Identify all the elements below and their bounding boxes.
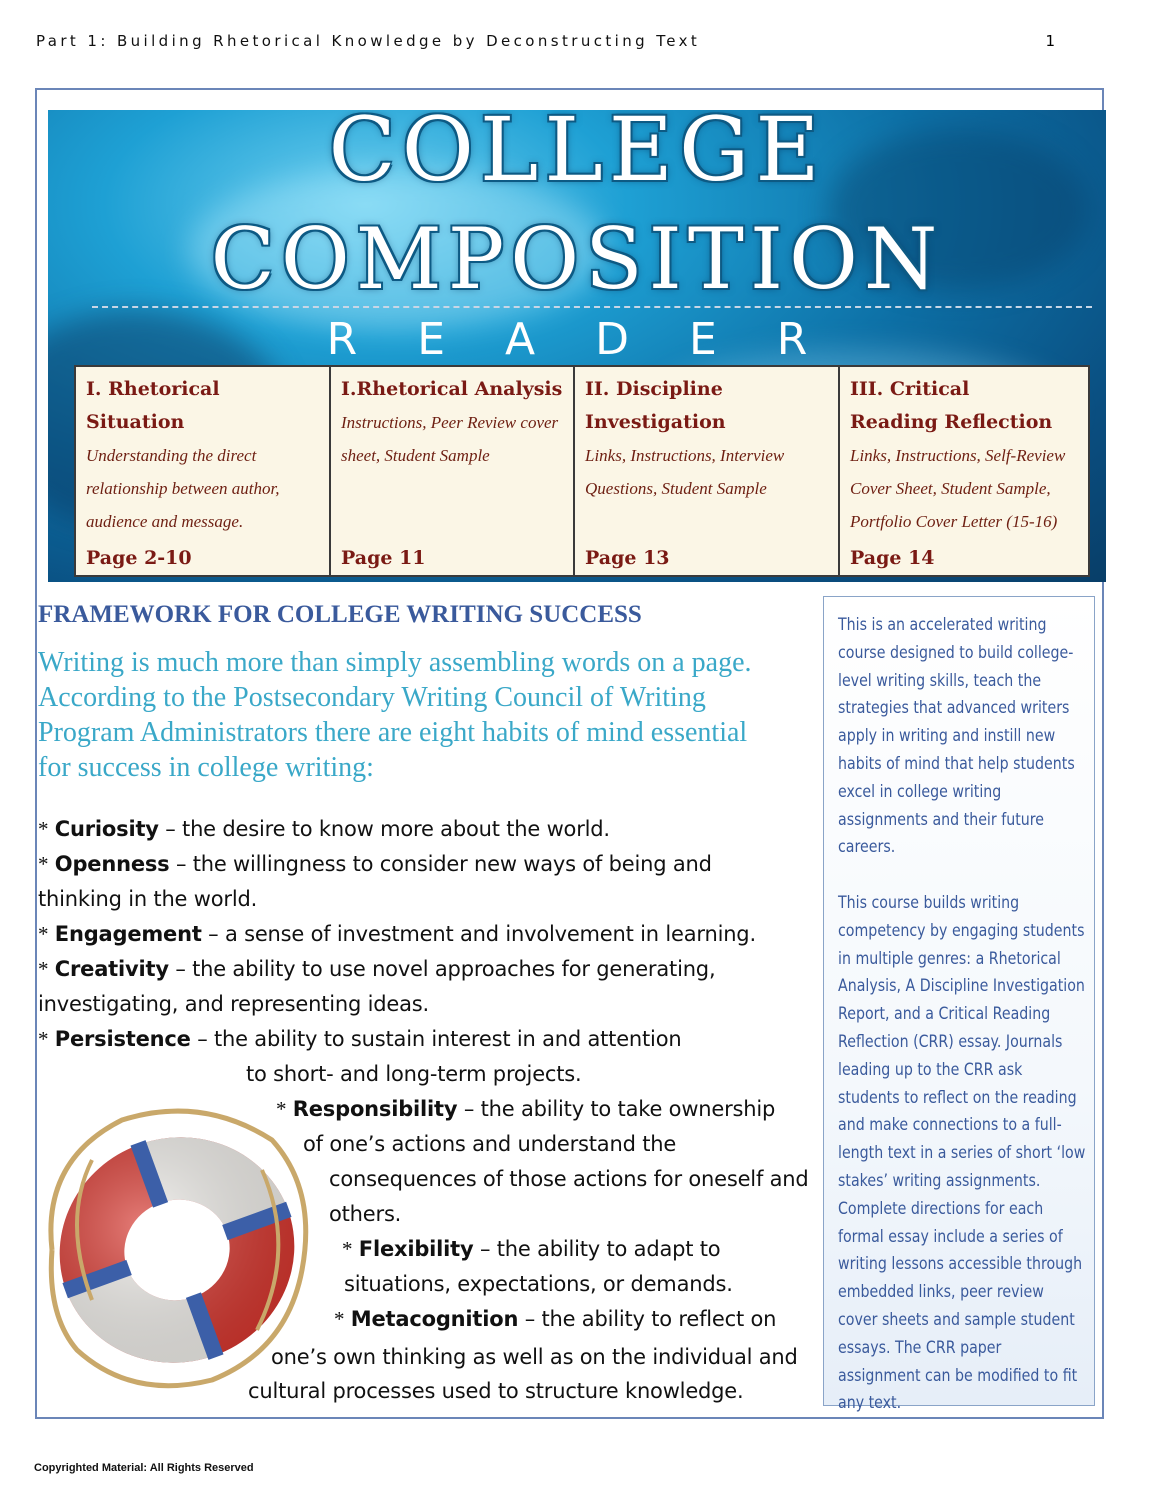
habit-persistence: * Persistence – the ability to sustain interest in and attention: [38, 1027, 682, 1051]
habit-openness: * Openness – the willingness to consider new ways of being and: [38, 852, 712, 876]
habit-flexibility: * Flexibility – the ability to adapt to: [342, 1237, 721, 1261]
toc-heading: I.Rhetorical Analysis: [341, 378, 563, 400]
habit-creativity: * Creativity – the ability to use novel approaches for generating,: [38, 957, 716, 981]
toc-description: Understanding the direct relationship between author, audience and message.: [86, 446, 280, 531]
toc-cell: [330, 366, 574, 576]
title-college: COLLEGE: [328, 110, 826, 201]
subtitle-reader: READER: [326, 314, 868, 365]
course-description-sidebar: [823, 596, 1095, 1413]
toc-page: Page 2-10: [86, 547, 192, 569]
toc-page: Page 11: [341, 547, 426, 569]
toc-description: Instructions, Peer Review cover sheet, Student Sample: [341, 413, 559, 465]
section-heading: FRAMEWORK FOR COLLEGE WRITING SUCCESS: [38, 601, 642, 628]
copyright-footer: Copyrighted Material: All Rights Reserved: [34, 1462, 254, 1474]
habit-curiosity: * Curiosity – the desire to know more about the world.: [38, 817, 610, 841]
title-banner: [48, 110, 1106, 582]
sidebar-paragraph: This course builds writing competency by engaging students in multiple genres: a Rhetorical Analysis, A Discipline Investigation Report, and a Critical Reading Reflection (CRR) essay. Journals leading up to the CRR ask students to reflect on the reading and make connections to a full-length text in a series of short ‘low stakes’ writing assignments. Complete directions for each formal essay include a series of writing lessons accessible through embedded links, peer review cover sheets and sample student essays. The CRR paper assignment can be modified to fit any text.: [838, 893, 1086, 1413]
toc-heading: II. Discipline Investigation: [585, 378, 726, 433]
habit-metacognition-cont: one’s own thinking as well as on the individual and: [271, 1345, 798, 1369]
habit-responsibility-cont: consequences of those actions for oneself and: [329, 1167, 809, 1191]
habit-metacognition: * Metacognition – the ability to reflect on: [334, 1307, 777, 1331]
sidebar-paragraph: This is an accelerated writing course designed to build college-level writing skills, teach the strategies that advanced writers apply in writing and instill new habits of mind that help students excel in college writing assignments and their future careers.: [838, 615, 1075, 857]
toc-heading: III. Critical Reading Reflection: [850, 378, 1053, 433]
running-header: Part 1: Building Rhetorical Knowledge by Deconstructing Text: [36, 32, 701, 50]
toc-description: Links, Instructions, Interview Questions, Student Sample: [585, 446, 785, 498]
toc-cell: [574, 366, 839, 576]
habit-flexibility-cont: situations, expectations, or demands.: [344, 1272, 733, 1296]
contents-table: [74, 365, 1090, 577]
habit-responsibility-cont: others.: [329, 1202, 402, 1226]
habit-responsibility: * Responsibility – the ability to take ownership: [276, 1097, 776, 1121]
habit-responsibility-cont: of one’s actions and understand the: [303, 1132, 677, 1156]
toc-description: Links, Instructions, Self-Review Cover Sheet, Student Sample, Portfolio Cover Letter (15-16): [850, 446, 1066, 531]
title-composition: COMPOSITION: [210, 210, 944, 308]
toc-heading: I. Rhetorical Situation: [86, 378, 220, 433]
divider: [92, 306, 1092, 308]
habit-engagement: * Engagement – a sense of investment and involvement in learning.: [38, 922, 756, 946]
habit-persistence-cont: to short- and long-term projects.: [246, 1062, 582, 1086]
toc-cell: [839, 366, 1089, 576]
toc-page: Page 13: [585, 547, 670, 569]
page-number: 1: [1045, 32, 1055, 50]
habit-creativity-cont: investigating, and representing ideas.: [38, 992, 429, 1016]
intro-paragraph: Writing is much more than simply assembling words on a page. According to the Postsecondary Writing Council of Writing Program Administrators there are eight habits of mind essential for success in college writing:: [38, 647, 752, 783]
toc-page: Page 14: [850, 547, 935, 569]
toc-cell: [75, 366, 330, 576]
habit-openness-cont: thinking in the world.: [38, 887, 258, 911]
habit-metacognition-cont: cultural processes used to structure knowledge.: [248, 1379, 744, 1403]
